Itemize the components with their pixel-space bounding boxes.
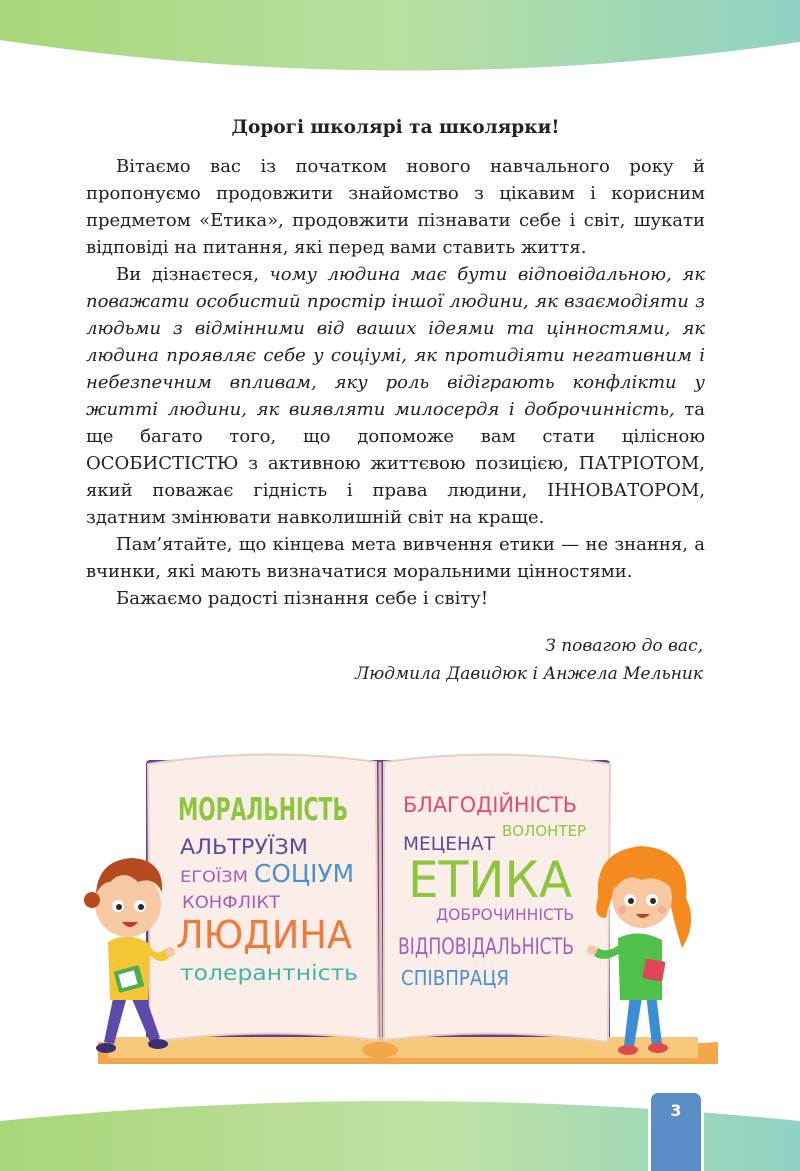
word-moralnist: МОРАЛЬНІСТЬ [178, 792, 348, 828]
book-illustration [58, 742, 748, 1072]
word-etyka: ЕТИКА [408, 851, 572, 909]
page-number: 3 [670, 1101, 682, 1120]
word-vidpovidalnist: ВІДПОВІДАЛЬНІСТЬ [398, 935, 574, 960]
paragraph-4: Бажаємо радості пізнання себе і світу! [116, 588, 489, 609]
word-tolerantnist: толерантність [180, 961, 358, 985]
word-egoizm: ЕГОЇЗМ [180, 867, 248, 886]
book-spine-knot [362, 1042, 398, 1058]
word-dobrochynnist: ДОБРОЧИННІСТЬ [436, 905, 574, 924]
paragraph-2-italic: чому людина має бути відповідальною, як поважати особистий простір іншої людини, як взаємодіяти з людьми з відмінними від ваших ідеями та цінностями, як людина проявляє себе у соціумі, як протидіяти негативним і небезпечним впливам, яку роль відіграють конфлікти у житті людини, як виявляти милосердя і доброчинність, [86, 264, 705, 420]
word-metsenat: МЕЦЕНАТ [403, 833, 496, 855]
signature-line-1: З повагою до вас, [545, 636, 703, 656]
greeting-heading: Дорогі школярі та школярки! [231, 117, 560, 138]
word-altruizm: АЛЬТРУЇЗМ [180, 835, 301, 859]
paragraph-1-text: Вітаємо вас із початком нового навчального року й пропонуємо продовжити знайомство з цікавим і корисним предметом «Етика», продовжити пізнавати себе і світ, шукати відповіді на питання, які перед вами ставить життя. [86, 156, 705, 258]
word-konflikt: КОНФЛІКТ [182, 893, 281, 913]
top-wave-decoration [0, 0, 800, 80]
paragraph-1 [86, 153, 705, 261]
paragraph-2-end: та ще багато того, що допоможе вам стати цілісною ОСОБИСТІСТЮ з активною життєвою позицією, ПАТРІОТОМ, який поважає гідність і права людини, ІННОВАТОРОМ, здатним змінювати навколишній світ на краще. [86, 399, 705, 528]
signature [86, 632, 705, 688]
signature-line-2: Людмила Давидюк і Анжела Мельник [355, 664, 703, 684]
word-sotsium: СОЦІУМ [254, 859, 354, 888]
letter-content [86, 114, 705, 688]
paragraph-2 [86, 261, 705, 531]
word-liudyna: ЛЮДИНА [176, 913, 353, 957]
paragraph-3: Пам’ятайте, що кінцева мета вивчення етики — не знання, а вчинки, які мають визначатися моральними цінностями. [86, 534, 705, 582]
page-number-badge [648, 1090, 704, 1171]
word-spivpratsia: СПІВПРАЦЯ [401, 966, 509, 990]
word-blagodiinist: БЛАГОДІЙНІСТЬ [403, 793, 580, 817]
paragraph-2-start: Ви дізнаєтеся, [116, 264, 270, 285]
word-volonter: ВОЛОНТЕР [502, 822, 586, 840]
